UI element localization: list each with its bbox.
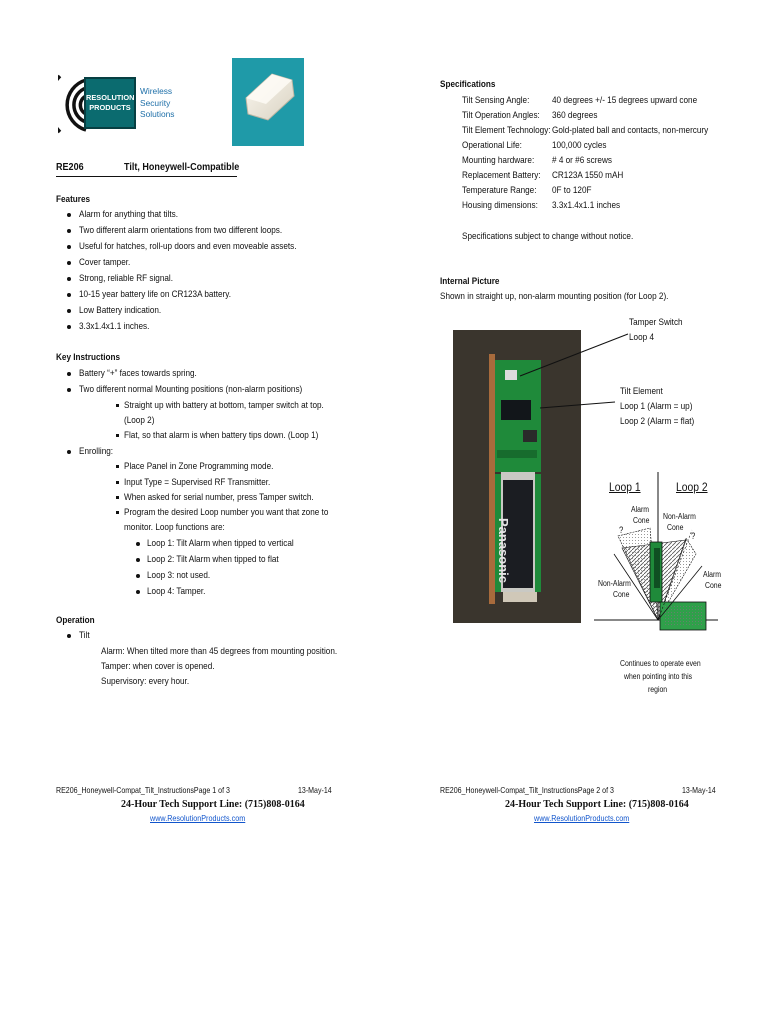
footer-date: 13-May-14 <box>298 786 332 795</box>
spec-label: Tilt Element Technology: <box>462 125 551 136</box>
tilt-loop1-label: Loop 1 (Alarm = up) <box>620 401 693 412</box>
tagline-line: Wireless <box>140 86 173 96</box>
footer-filename: RE206_Honeywell-Compat_Tilt_InstructionsPage 2 of 3 <box>440 786 614 795</box>
spec-value: CR123A 1550 mAH <box>552 170 624 181</box>
bullet-icon <box>67 309 71 313</box>
tilt-element-label: Tilt Element <box>620 386 663 397</box>
support-line: 24-Hour Tech Support Line: (715)808-0164 <box>121 799 305 810</box>
alarm-cone-right-label: Alarm <box>703 570 721 579</box>
tilt-loop2-label: Loop 2 (Alarm = flat) <box>620 416 695 427</box>
sub-item: When asked for serial number, press Tamper switch. <box>124 492 314 503</box>
bullet-icon <box>67 388 71 392</box>
alarm-cone-left-label: Alarm <box>631 505 649 514</box>
question-mark-left: ? <box>619 525 624 535</box>
tilt-sensor-image <box>232 58 304 146</box>
bullet-icon <box>136 558 140 562</box>
model-number: RE206 <box>56 161 84 173</box>
nonalarm-cone-left-label2: Cone <box>613 590 630 599</box>
alarm-cone-left-label2: Cone <box>633 516 650 525</box>
list-item: Cover tamper. <box>79 257 131 268</box>
square-bullet-icon <box>116 496 119 499</box>
spec-value: 100,000 cycles <box>552 140 607 151</box>
spec-value: # 4 or #6 screws <box>552 155 612 166</box>
bullet-icon <box>67 634 71 638</box>
bullet-icon <box>67 261 71 265</box>
spec-value: 40 degrees +/- 15 degrees upward cone <box>552 95 698 106</box>
square-bullet-icon <box>116 511 119 514</box>
key-instructions-heading: Key Instructions <box>56 352 121 363</box>
tamper-switch-label: Tamper Switch <box>629 317 683 328</box>
title-underline <box>56 176 237 177</box>
callout-lines <box>500 320 630 420</box>
diagram-note-line: Continues to operate even <box>620 659 701 668</box>
bullet-icon <box>67 293 71 297</box>
internal-picture-caption: Shown in straight up, non-alarm mounting position (for Loop 2). <box>440 291 669 302</box>
loop1-label: Loop 1 <box>609 480 641 494</box>
sub-item-cont: (Loop 2) <box>124 415 155 426</box>
list-item: Two different normal Mounting positions (non-alarm positions) <box>79 384 303 395</box>
list-item: Battery “+” faces towards spring. <box>79 368 197 379</box>
bullet-icon <box>136 590 140 594</box>
tagline-line: Security <box>140 97 171 108</box>
logo-tagline <box>140 86 174 121</box>
square-bullet-icon <box>116 404 119 407</box>
spec-label: Mounting hardware: <box>462 155 535 166</box>
spec-label: Tilt Operation Angles: <box>462 110 540 121</box>
operation-line: Alarm: When tilted more than 45 degrees from mounting position. <box>101 646 338 657</box>
sub-item: Flat, so that alarm is when battery tips down. (Loop 1) <box>124 430 319 441</box>
operation-heading: Operation <box>56 615 95 626</box>
website-link[interactable]: www.ResolutionProducts.com <box>534 813 630 823</box>
spec-label: Tilt Sensing Angle: <box>462 95 530 106</box>
spec-value: 360 degrees <box>552 110 598 121</box>
sub-item: Input Type = Supervised RF Transmitter. <box>124 477 271 488</box>
question-mark-right: ? <box>691 531 696 541</box>
list-item: 3.3x1.4x1.1 inches. <box>79 321 150 332</box>
spec-label: Housing dimensions: <box>462 200 538 211</box>
spec-value: 3.3x1.4x1.1 inches <box>552 200 621 211</box>
loop-item: Loop 4: Tamper. <box>147 586 206 597</box>
bullet-icon <box>136 574 140 578</box>
list-item: Two different alarm orientations from two different loops. <box>79 225 283 236</box>
website-link[interactable]: www.ResolutionProducts.com <box>150 813 246 823</box>
page-title: Tilt, Honeywell-Compatible <box>124 161 240 173</box>
company-logo <box>58 74 138 134</box>
logo-badge <box>84 77 136 129</box>
loop2-label: Loop 2 <box>676 480 708 494</box>
loop-item: Loop 3: not used. <box>147 570 211 581</box>
spec-label: Replacement Battery: <box>462 170 541 181</box>
list-item: Tilt <box>79 630 90 641</box>
footer-filename: RE206_Honeywell-Compat_Tilt_InstructionsPage 1 of 3 <box>56 786 230 795</box>
square-bullet-icon <box>116 481 119 484</box>
specifications-heading: Specifications <box>440 79 496 90</box>
sub-item: Place Panel in Zone Programming mode. <box>124 461 274 472</box>
loop-item: Loop 2: Tilt Alarm when tipped to flat <box>147 554 279 565</box>
bullet-icon <box>136 542 140 546</box>
bullet-icon <box>67 213 71 217</box>
spec-note: Specifications subject to change without notice. <box>462 231 634 242</box>
battery-label: Panasonic <box>496 518 511 584</box>
support-line: 24-Hour Tech Support Line: (715)808-0164 <box>505 799 689 810</box>
alarm-cone-right-label2: Cone <box>705 581 722 590</box>
bullet-icon <box>67 325 71 329</box>
list-item: Enrolling: <box>79 446 114 457</box>
nonalarm-cone-top-label2: Cone <box>667 523 684 532</box>
operation-line: Supervisory: every hour. <box>101 676 190 687</box>
tilt-cone-diagram <box>592 470 722 640</box>
tamper-loop-label: Loop 4 <box>629 332 654 343</box>
list-item: Strong, reliable RF signal. <box>79 273 174 284</box>
operation-line: Tamper: when cover is opened. <box>101 661 215 672</box>
diagram-note-line: region <box>648 685 668 694</box>
loop-item: Loop 1: Tilt Alarm when tipped to vertical <box>147 538 294 549</box>
spec-value: 0F to 120F <box>552 185 592 196</box>
list-item: Alarm for anything that tilts. <box>79 209 178 220</box>
spec-value: Gold-plated ball and contacts, non-mercury <box>552 125 709 136</box>
internal-picture-heading: Internal Picture <box>440 276 500 287</box>
bullet-icon <box>67 229 71 233</box>
spec-label: Temperature Range: <box>462 185 537 196</box>
features-heading: Features <box>56 194 91 205</box>
list-item: Low Battery indication. <box>79 305 162 316</box>
diagram-note-line: when pointing into this <box>624 672 693 681</box>
list-item: Useful for hatches, roll-up doors and even moveable assets. <box>79 241 297 252</box>
footer-date: 13-May-14 <box>682 786 716 795</box>
sub-item: Straight up with battery at bottom, tamper switch at top. <box>124 400 324 411</box>
spec-label: Operational Life: <box>462 140 522 151</box>
nonalarm-cone-top-label: Non-Alarm <box>663 512 696 521</box>
logo-name-line1: RESOLUTION <box>86 93 135 102</box>
sub-item-cont: monitor. Loop functions are: <box>124 522 225 533</box>
square-bullet-icon <box>116 434 119 437</box>
sub-item: Program the desired Loop number you want that zone to <box>124 507 329 518</box>
square-bullet-icon <box>116 465 119 468</box>
tagline-line: Solutions <box>140 109 175 119</box>
bullet-icon <box>67 372 71 376</box>
nonalarm-cone-left-label: Non-Alarm <box>598 579 631 588</box>
product-photo <box>232 58 304 146</box>
bullet-icon <box>67 277 71 281</box>
list-item: 10-15 year battery life on CR123A battery. <box>79 289 231 300</box>
bullet-icon <box>67 450 71 454</box>
logo-name-line2: PRODUCTS <box>89 103 131 112</box>
bullet-icon <box>67 245 71 249</box>
